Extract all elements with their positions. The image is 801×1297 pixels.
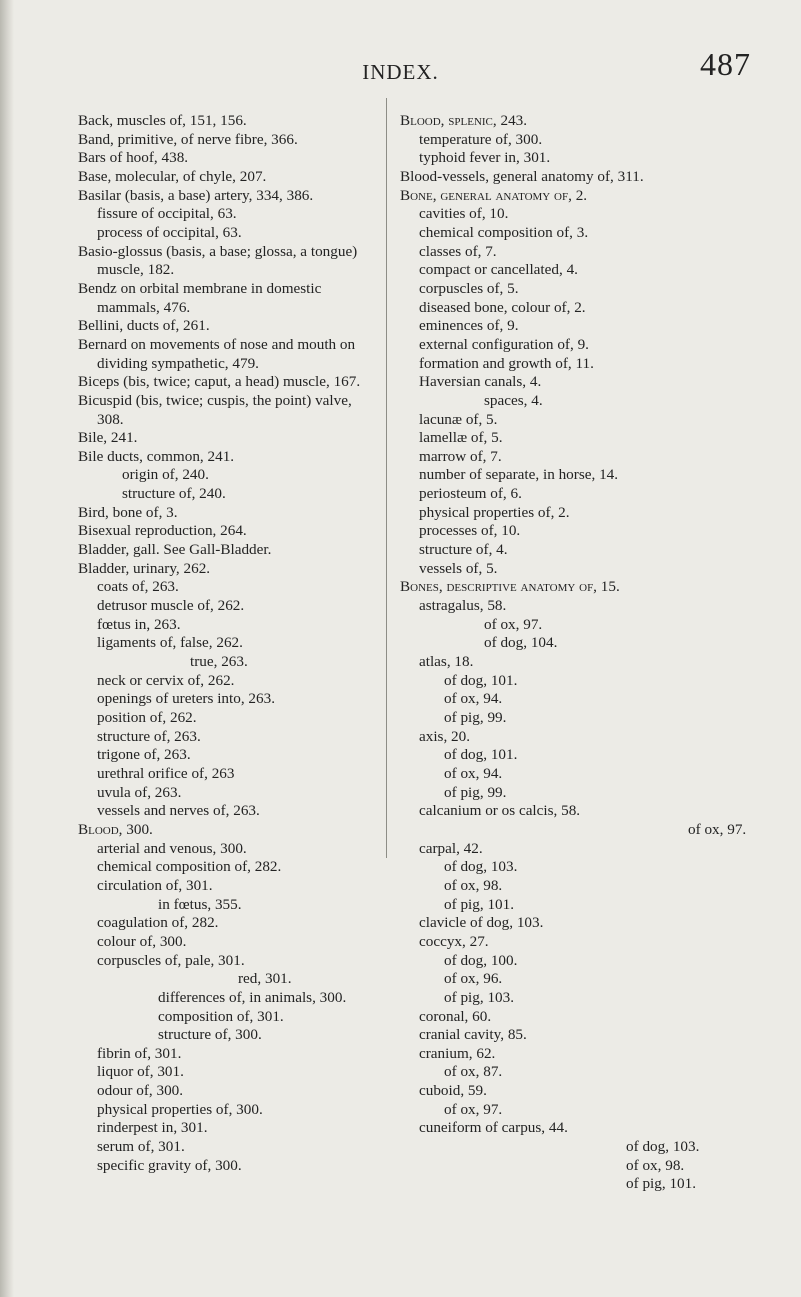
index-subentry: diseased bone, colour of, 2. [419, 298, 586, 316]
index-subentry: clavicle of dog, 103. [419, 914, 544, 932]
index-subentry: cranium, 62. [419, 1044, 496, 1062]
index-subentry: of ox, 98. [444, 876, 503, 894]
index-subentry: cavities of, 10. [419, 205, 509, 223]
index-subentry: Haversian canals, 4. [419, 373, 542, 391]
index-subentry: of ox, 87. [444, 1063, 503, 1081]
index-subentry: coccyx, 27. [419, 932, 489, 950]
index-subentry: of ox, 94. [444, 690, 503, 708]
index-subentry: chemical composition of, 282. [97, 858, 282, 876]
index-subentry: axis, 20. [419, 727, 471, 745]
index-entry: Biceps (bis, twice; caput, a head) muscle, 167. [78, 373, 361, 391]
index-entry: Base, molecular, of chyle, 207. [78, 167, 267, 185]
index-entry: Bile, 241. [78, 429, 138, 447]
index-subentry: calcanium or os calcis, 58. [419, 802, 581, 820]
index-subentry: odour of, 300. [97, 1082, 184, 1100]
index-subentry: of pig, 103. [444, 988, 515, 1006]
index-subentry: of ox, 97. [484, 615, 543, 633]
index-entry: Bars of hoof, 438. [78, 149, 189, 167]
index-column-right [400, 112, 795, 1194]
index-subentry: vessels of, 5. [419, 559, 498, 577]
index-entry: Bladder, urinary, 262. [78, 559, 211, 577]
index-entry: Bellini, ducts of, 261. [78, 317, 210, 335]
index-subentry: specific gravity of, 300. [97, 1156, 242, 1174]
index-subentry: process of occipital, 63. [97, 223, 242, 241]
column-divider [386, 98, 387, 858]
index-subentry: arterial and venous, 300. [97, 839, 247, 857]
index-subentry: openings of ureters into, 263. [97, 690, 276, 708]
page-spine-shadow [0, 0, 14, 1297]
index-subentry: fibrin of, 301. [97, 1044, 182, 1062]
index-subentry: processes of, 10. [419, 522, 521, 540]
index-subentry: of dog, 103. [626, 1138, 700, 1156]
index-subentry: eminences of, 9. [419, 317, 519, 335]
index-subentry: cuneiform of carpus, 44. [419, 1119, 568, 1137]
index-subentry: rinderpest in, 301. [97, 1119, 208, 1137]
index-heading-bone: Bone, general anatomy of, 2. [400, 186, 588, 204]
index-entry: Bernard on movements of nose and mouth on dividing sympathetic, 479. [78, 335, 356, 372]
page-title: INDEX. [362, 60, 439, 84]
index-subentry: of ox, 98. [626, 1156, 685, 1174]
index-subentry: colour of, 300. [97, 932, 187, 950]
index-subentry: corpuscles of, pale, 301. [97, 951, 245, 969]
index-heading-blood: Blood, 300. [78, 820, 153, 838]
index-subentry: chemical composition of, 3. [419, 223, 589, 241]
index-subentry: corpuscles of, 5. [419, 279, 519, 297]
index-subentry: of pig, 101. [444, 895, 515, 913]
index-subentry: lamellæ of, 5. [419, 429, 503, 447]
index-subentry: vessels and nerves of, 263. [97, 802, 260, 820]
index-subentry: coats of, 263. [97, 578, 179, 596]
index-subentry: true, 263. [190, 653, 248, 671]
index-subentry: position of, 262. [97, 709, 197, 726]
index-subentry: serum of, 301. [97, 1138, 185, 1156]
index-subentry: of dog, 101. [444, 746, 518, 764]
index-subentry: of dog, 101. [444, 671, 518, 689]
index-entry: Back, muscles of, 151, 156. [78, 112, 247, 129]
index-subentry: neck or cervix of, 262. [97, 671, 235, 689]
index-subentry: of pig, 101. [626, 1175, 697, 1193]
index-subentry: number of separate, in horse, 14. [419, 466, 619, 484]
index-subentry: of dog, 103. [444, 858, 518, 876]
index-subentry: compact or cancellated, 4. [419, 261, 578, 279]
index-subentry: formation and growth of, 11. [419, 354, 594, 372]
index-subentry: of ox, 97. [688, 820, 747, 838]
index-subentry: fissure of occipital, 63. [97, 205, 237, 223]
index-entry: Bile ducts, common, 241. [78, 447, 235, 465]
index-subentry: physical properties of, 300. [97, 1100, 263, 1118]
index-subentry: trigone of, 263. [97, 746, 191, 764]
index-heading-bones: Bones, descriptive anatomy of, 15. [400, 578, 620, 596]
index-subentry: in fœtus, 355. [158, 895, 242, 913]
index-subentry: fœtus in, 263. [97, 615, 181, 633]
index-subentry: red, 301. [238, 970, 292, 988]
index-column-left [78, 112, 378, 1175]
index-subentry: coronal, 60. [419, 1007, 492, 1025]
index-entry: Basilar (basis, a base) artery, 334, 386. [78, 186, 314, 204]
index-subentry: cranial cavity, 85. [419, 1026, 527, 1044]
index-subentry: composition of, 301. [158, 1007, 284, 1025]
index-subentry: circulation of, 301. [97, 876, 213, 894]
page-number: 487 [700, 46, 751, 82]
index-entry: Bendz on orbital membrane in domestic mammals, 476. [78, 279, 322, 316]
index-heading-blood: Blood, splenic, 243. [400, 112, 528, 129]
index-subentry: of dog, 100. [444, 951, 518, 969]
index-subentry: lacunæ of, 5. [419, 410, 498, 428]
index-subentry: uvula of, 263. [97, 783, 182, 801]
index-subentry: periosteum of, 6. [419, 485, 522, 503]
index-entry: Blood-vessels, general anatomy of, 311. [400, 167, 644, 185]
index-entry: Bicuspid (bis, twice; cuspis, the point) valve, 308. [78, 391, 352, 428]
index-subentry: origin of, 240. [122, 466, 209, 484]
index-subentry: of dog, 104. [484, 634, 558, 652]
index-subentry: coagulation of, 282. [97, 914, 219, 932]
index-subentry: of ox, 96. [444, 970, 503, 988]
index-subentry: spaces, 4. [484, 391, 543, 409]
index-subentry: of ox, 94. [444, 764, 503, 782]
index-subentry: physical properties of, 2. [419, 503, 570, 521]
index-subentry: structure of, 240. [122, 485, 226, 503]
index-subentry: of pig, 99. [444, 709, 507, 726]
index-subentry: cuboid, 59. [419, 1082, 487, 1100]
index-subentry: marrow of, 7. [419, 447, 502, 465]
index-subentry: structure of, 263. [97, 727, 201, 745]
index-subentry: atlas, 18. [419, 653, 474, 671]
index-subentry: structure of, 4. [419, 541, 508, 559]
index-subentry: temperature of, 300. [419, 130, 543, 148]
index-entry: Bladder, gall. See Gall-Bladder. [78, 541, 272, 559]
index-subentry: ligaments of, false, 262. [97, 634, 243, 652]
index-subentry: detrusor muscle of, 262. [97, 597, 245, 615]
index-entry: Bird, bone of, 3. [78, 503, 178, 521]
index-subentry: structure of, 300. [158, 1026, 262, 1044]
index-subentry: of pig, 99. [444, 783, 507, 801]
index-entry: Basio-glossus (basis, a base; glossa, a tongue) muscle, 182. [78, 242, 358, 279]
index-subentry: classes of, 7. [419, 242, 497, 260]
index-subentry: astragalus, 58. [419, 597, 507, 615]
index-entry: Bisexual reproduction, 264. [78, 522, 247, 540]
index-subentry: liquor of, 301. [97, 1063, 184, 1081]
index-subentry: differences of, in animals, 300. [158, 988, 347, 1006]
index-subentry: carpal, 42. [419, 839, 483, 857]
index-subentry: typhoid fever in, 301. [419, 149, 551, 167]
index-entry: Band, primitive, of nerve fibre, 366. [78, 130, 298, 148]
index-subentry: external configuration of, 9. [419, 335, 589, 353]
index-subentry: urethral orifice of, 263 [97, 764, 235, 782]
index-subentry: of ox, 97. [444, 1100, 503, 1118]
